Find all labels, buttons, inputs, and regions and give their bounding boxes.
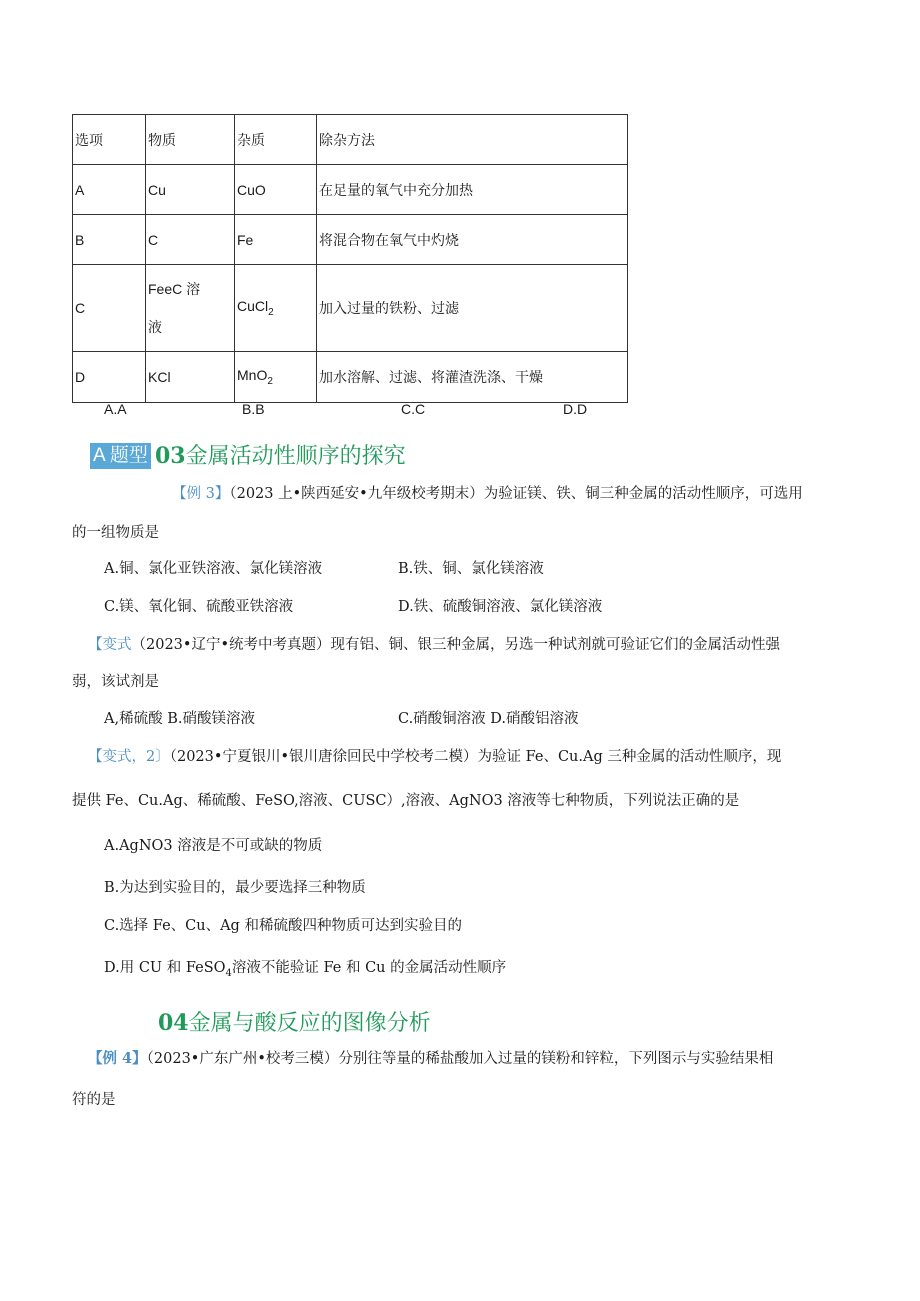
row-substance: Cu	[146, 165, 235, 215]
row-impurity	[235, 352, 317, 403]
section-title: 金属活动性顺序的探究	[185, 444, 406, 469]
example-text: （2023 上•陕西延安•九年级校考期末）为验证镁、铁、铜三种金属的活动性顺序，可选用	[229, 486, 803, 502]
variant-tag: 【变式	[88, 637, 132, 653]
table-row	[73, 165, 628, 215]
row-method: 加水溶解、过滤、将灌渣洗涤、干燥	[317, 352, 628, 403]
option-d-pre: D.用 CU 和 FeSO	[104, 960, 226, 976]
variant1-option-cd: C.硝酸铜溶液 D.硝酸铝溶液	[398, 711, 579, 727]
row-method: 加入过量的铁粉、过滤	[317, 265, 628, 352]
impurity-base: MnO	[237, 367, 268, 384]
table-row	[73, 265, 628, 352]
example-tag: 【例 4】	[88, 1050, 147, 1067]
choice-a: A.A	[104, 401, 127, 417]
impurity-subscript: 2	[268, 306, 274, 318]
choice-d: D.D	[563, 401, 588, 417]
variant1-line1	[88, 633, 780, 654]
substance-line-2: 液	[148, 319, 162, 335]
impurity-base: CuCl	[237, 298, 269, 315]
example4-line2: 符的是	[72, 1092, 116, 1108]
row-substance	[146, 265, 235, 352]
header-substance: 物质	[146, 115, 235, 165]
example-text: （2023•广东广州•校考三模）分别往等量的稀盐酸加入过量的镁粉和锌粒，下列图示与实验结果相	[146, 1051, 774, 1067]
choice-c: C.C	[401, 401, 426, 417]
table-row	[73, 215, 628, 265]
variant2-option-d	[104, 956, 506, 979]
variant2-line1	[88, 745, 781, 766]
option-b: B.铁、铜、氯化镁溶液	[398, 561, 544, 577]
variant2-option-c: C.选择 Fe、Cu、Ag 和稀硫酸四种物质可达到实验目的	[104, 918, 462, 934]
row-option: D	[73, 352, 146, 403]
table-row	[73, 352, 628, 403]
option-c: C.镁、氧化铜、硫酸亚铁溶液	[104, 599, 294, 615]
section-number: 03	[155, 443, 186, 469]
variant1-option-ab: A,稀硫酸 B.硝酸镁溶液	[104, 711, 255, 727]
row-impurity: Fe	[235, 215, 317, 265]
section-title: 金属与酸反应的图像分析	[188, 1011, 431, 1036]
example3-line1	[172, 482, 803, 503]
row-method: 在足量的氧气中充分加热	[317, 165, 628, 215]
option-a: A.铜、氯化亚铁溶液、氯化镁溶液	[104, 561, 323, 577]
option-d: D.铁、硫酸铜溶液、氯化镁溶液	[398, 599, 603, 615]
variant2-line2: 提供 Fe、Cu.Ag、稀硫酸、FeSO,溶液、CUSC）,溶液、AgNO3 溶液等七种物质，下列说法正确的是	[72, 793, 740, 809]
row-option: B	[73, 215, 146, 265]
section-heading-04	[158, 1006, 431, 1037]
row-impurity: CuO	[235, 165, 317, 215]
row-method: 将混合物在氧气中灼烧	[317, 215, 628, 265]
section-number: 04	[158, 1010, 189, 1036]
impurity-removal-table	[72, 114, 628, 403]
example4-line1	[88, 1047, 773, 1068]
option-d-post: 溶液不能验证 Fe 和 Cu 的金属活动性顺序	[231, 960, 507, 976]
section-heading-03	[155, 439, 406, 470]
row-substance: KCl	[146, 352, 235, 403]
variant-tag: 【变式，2〕	[88, 749, 170, 765]
row-option: A	[73, 165, 146, 215]
option-d-subscript: 4	[225, 967, 232, 979]
header-option: 选项	[73, 115, 146, 165]
choice-b: B.B	[242, 401, 265, 417]
row-substance: C	[146, 215, 235, 265]
table-header-row	[73, 115, 628, 165]
variant2-option-a: A.AgNO3 溶液是不可或缺的物质	[104, 838, 323, 854]
header-impurity: 杂质	[235, 115, 317, 165]
impurity-subscript: 2	[267, 375, 273, 387]
row-option: C	[73, 265, 146, 352]
header-method: 除杂方法	[317, 115, 628, 165]
variant-text: （2023•辽宁•统考中考真题）现有铝、铜、银三种金属，另选一种试剂就可验证它们的金属活动性强	[131, 637, 781, 653]
row-impurity	[235, 265, 317, 352]
example3-line2: 的一组物质是	[72, 525, 159, 541]
example-tag: 【例 3】	[172, 486, 230, 502]
variant-text: （2023•宁夏银川•银川唐徐回民中学校考二模）为验证 Fe、Cu.Ag 三种金属的活动性顺序，现	[169, 749, 782, 765]
substance-line-1: FeeC 溶	[148, 281, 201, 297]
variant1-line2: 弱，该试剂是	[72, 674, 159, 690]
question-type-badge: A 题型	[90, 443, 151, 469]
variant2-option-b: B.为达到实验目的，最少要选择三种物质	[104, 880, 366, 896]
